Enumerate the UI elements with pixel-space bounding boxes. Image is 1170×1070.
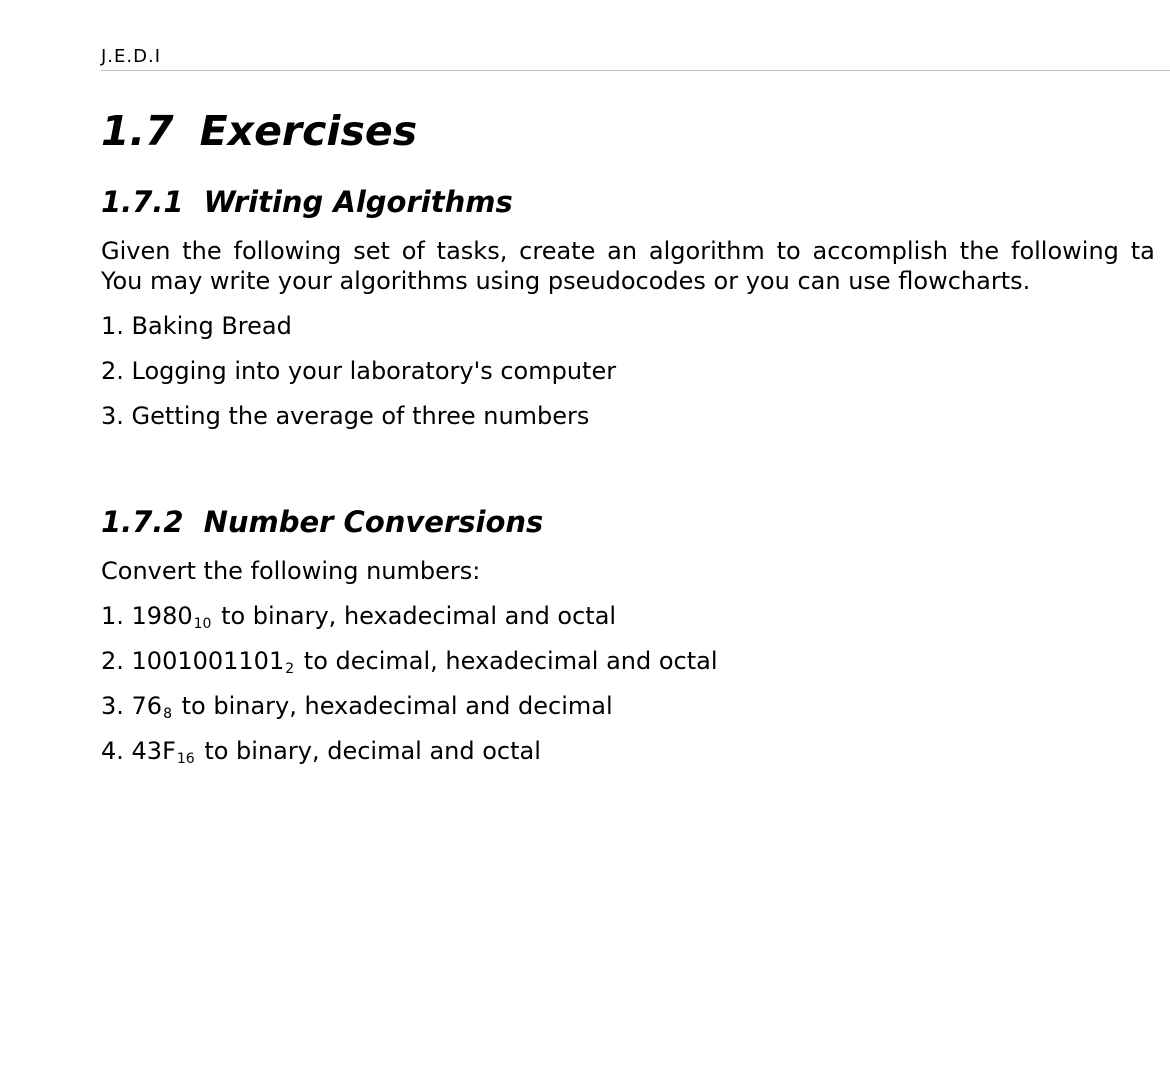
subsection-heading-writing-algorithms [101,185,513,219]
item-prefix: 1. 1980 [101,602,193,630]
section-title: Exercises [199,107,418,155]
subsection-title: Writing Algorithms [203,185,513,219]
base-subscript: 16 [176,751,195,767]
list-item-average: 3. Getting the average of three numbers [101,402,590,430]
list-item-baking-bread: 1. Baking Bread [101,312,292,340]
item-prefix: 3. 76 [101,692,163,720]
list-item-logging-in: 2. Logging into your laboratory's computer [101,357,617,385]
intro-line-2: You may write your algorithms using pseudocodes or you can use flowcharts. [101,267,1031,295]
item-prefix: 2. 1001001101 [101,647,285,675]
subsection-title: Number Conversions [203,505,544,539]
intro-line-1: Given the following set of tasks, create an algorithm to accomplish the following ta [101,237,1155,265]
list-item-conversion-4 [101,736,541,766]
list-item-conversion-1 [101,601,616,631]
list-item-conversion-3 [101,691,613,721]
section-heading [101,107,417,155]
item-suffix: to binary, decimal and octal [196,737,541,765]
base-subscript: 10 [193,616,212,632]
base-subscript: 8 [163,706,172,722]
section-number: 1.7 [101,107,174,155]
header-label: J.E.D.I [101,46,162,67]
document-page [101,0,1170,1070]
subsection-heading-number-conversions [101,505,543,539]
item-prefix: 4. 43F [101,737,176,765]
item-suffix: to binary, hexadecimal and decimal [174,692,613,720]
item-suffix: to decimal, hexadecimal and octal [296,647,718,675]
subsection-number: 1.7.2 [101,505,184,539]
item-suffix: to binary, hexadecimal and octal [213,602,617,630]
conversions-intro: Convert the following numbers: [101,557,481,585]
subsection-number: 1.7.1 [101,185,184,219]
base-subscript: 2 [285,661,295,677]
list-item-conversion-2 [101,646,718,676]
algorithms-intro-paragraph [101,236,1170,296]
